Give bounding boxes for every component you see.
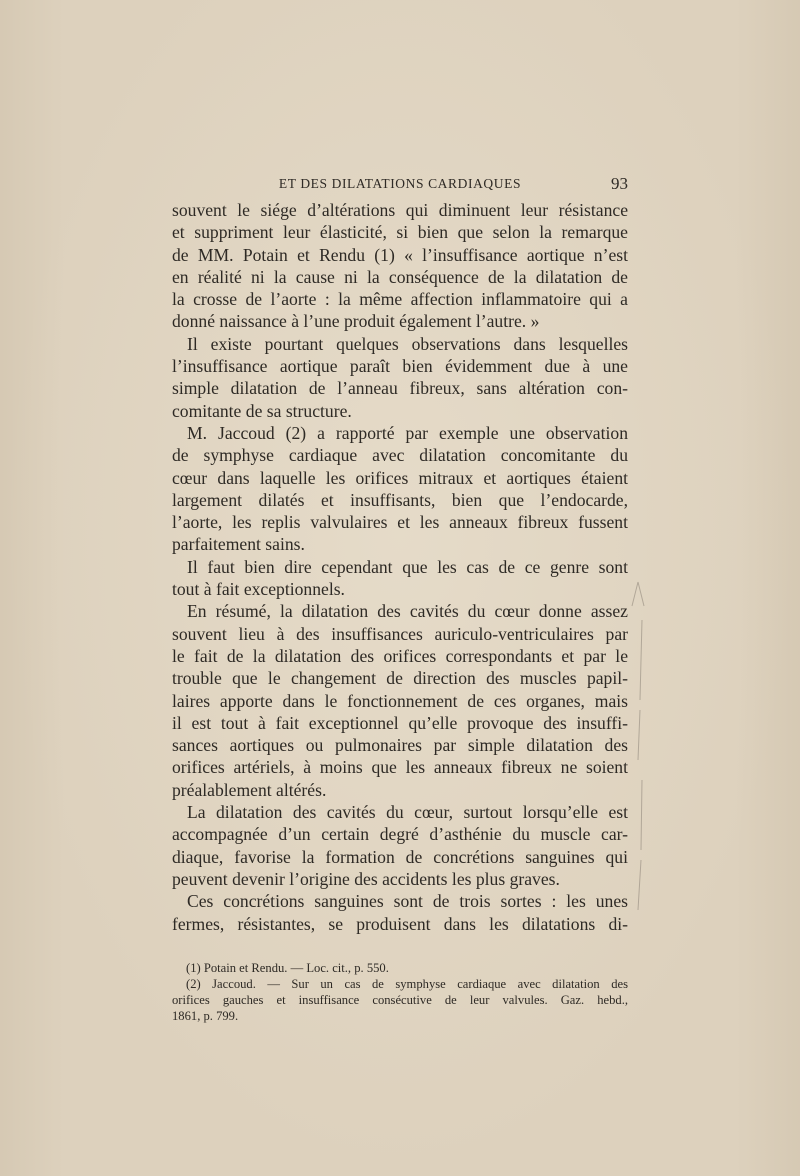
text-line: comitante de sa structure. [172, 400, 352, 421]
text-line: l’aorte, les replis valvulaires et les anneaux fibreux fussent [172, 512, 628, 533]
footnote-line: orifices gauches et insuffisance consécutive de leur valvules. Gaz. hebd., [172, 993, 628, 1007]
pencil-margin-mark [628, 580, 668, 920]
text-line: M. Jaccoud (2) a rapporté par exemple une observation [187, 422, 628, 443]
text-line: En résumé, la dilatation des cavités du cœur donne assez [187, 601, 628, 622]
text-line: Il faut bien dire cependant que les cas de ce genre sont [187, 556, 628, 577]
text-line: diaque, favorise la formation de concrétions sanguines qui [172, 846, 628, 867]
text-line: de symphyse cardiaque avec dilatation concomitante du [172, 445, 628, 466]
text-line: orifices artériels, à moins que les anneaux fibreux ne soient [172, 757, 628, 778]
text-line: Ces concrétions sanguines sont de trois sortes : les unes [187, 891, 628, 912]
text-line: de MM. Potain et Rendu (1) « l’insuffisance aortique n’est [172, 244, 628, 265]
text-line: cœur dans laquelle les orifices mitraux et aortiques étaient [172, 467, 628, 488]
text-line: tout à fait exceptionnels. [172, 579, 345, 600]
text-line: donné naissance à l’une produit également l’autre. » [172, 311, 540, 332]
text-line: le fait de la dilatation des orifices correspondants et par le [172, 645, 628, 666]
text-line: La dilatation des cavités du cœur, surtout lorsqu’elle est [187, 802, 628, 823]
footnote-line: (1) Potain et Rendu. — Loc. cit., p. 550. [186, 961, 389, 975]
footnote-line: 1861, p. 799. [172, 1009, 239, 1023]
text-line: parfaitement sains. [172, 534, 305, 555]
text-line: en réalité ni la cause ni la conséquence de la dilatation de [172, 266, 628, 287]
text-line: largement dilatés et insuffisants, bien que l’endocarde, [172, 489, 628, 510]
text-line: trouble que le changement de direction des muscles papil- [172, 668, 628, 689]
running-head [172, 173, 628, 195]
text-line: laires apporte dans le fonctionnement de ces organes, mais [172, 690, 628, 711]
page-number: 93 [611, 174, 628, 193]
footnotes [172, 960, 628, 1024]
text-line: simple dilatation de l’anneau fibreux, sans altération con- [172, 378, 628, 399]
running-title: ET DES DILATATIONS CARDIAQUES [278, 176, 522, 191]
body-text [172, 199, 628, 935]
text-line: et suppriment leur élasticité, si bien que selon la remarque [172, 222, 628, 243]
text-line: il est tout à fait exceptionnel qu’elle provoque des insuffi- [172, 712, 628, 733]
text-line: Il existe pourtant quelques observations dans lesquelles [187, 333, 628, 354]
text-line: l’insuffisance aortique paraît bien évidemment due à une [172, 356, 628, 377]
text-line: préalablement altérés. [172, 779, 327, 800]
text-line: la crosse de l’aorte : la même affection inflammatoire qui a [172, 289, 628, 310]
text-line: fermes, résistantes, se produisent dans les dilatations di- [172, 913, 628, 934]
text-line: peuvent devenir l’origine des accidents les plus graves. [172, 868, 560, 889]
text-line: sances aortiques ou pulmonaires par simple dilatation des [172, 735, 628, 756]
text-line: accompagnée d’un certain degré d’asthénie du muscle car- [172, 824, 628, 845]
footnote-line: (2) Jaccoud. — Sur un cas de symphyse cardiaque avec dilatation des [186, 977, 628, 991]
text-line: souvent le siége d’altérations qui diminuent leur résistance [172, 200, 628, 220]
text-line: souvent lieu à des insuffisances auriculo-ventriculaires par [172, 623, 628, 644]
